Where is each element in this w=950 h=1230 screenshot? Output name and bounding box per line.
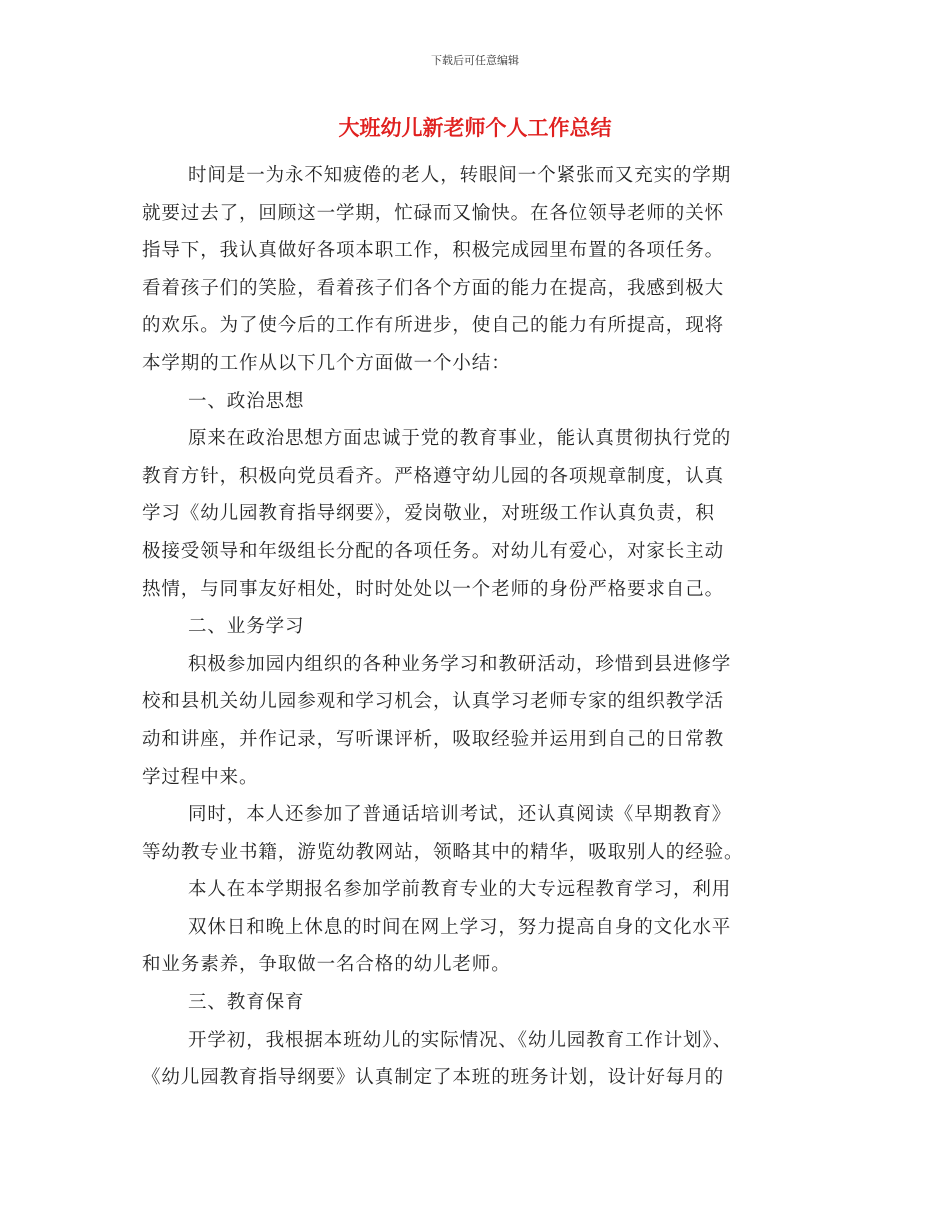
text-line: 极接受领导和年级组长分配的各项任务。对幼儿有爱心，对家长主动 bbox=[142, 540, 725, 562]
document-title: 大班幼儿新老师个人工作总结 bbox=[338, 116, 612, 140]
text-line: 的欢乐。为了使今后的工作有所进步，使自己的能力有所提高，现将 bbox=[142, 315, 725, 337]
text-line: 积极参加园内组织的各种业务学习和教研活动，珍惜到县进修学 bbox=[188, 653, 732, 675]
text-line: 一、政治思想 bbox=[188, 390, 305, 412]
text-line: 本学期的工作从以下几个方面做一个小结： bbox=[142, 352, 511, 374]
text-line: 《幼儿园教育指导纲要》认真制定了本班的班务计划，设计好每月的 bbox=[142, 1067, 725, 1089]
text-line: 学过程中来。 bbox=[142, 766, 259, 788]
text-line: 动和讲座，并作记录，写听课评析，吸取经验并运用到自己的日常教 bbox=[142, 728, 725, 750]
text-line: 热情，与同事友好相处，时时处处以一个老师的身份严格要求自己。 bbox=[142, 578, 725, 600]
text-line: 二、业务学习 bbox=[188, 616, 305, 638]
text-line: 就要过去了，回顾这一学期，忙碌而又愉快。在各位领导老师的关怀 bbox=[142, 202, 725, 224]
text-line: 本人在本学期报名参加学前教育专业的大专远程教育学习，利用 bbox=[188, 879, 732, 901]
text-line: 时间是一为永不知疲倦的老人，转眼间一个紧张而又充实的学期 bbox=[188, 165, 732, 186]
text-line: 校和县机关幼儿园参观和学习机会，认真学习老师专家的组织教学活 bbox=[142, 691, 725, 713]
text-line: 看着孩子们的笑脸，看着孩子们各个方面的能力在提高，我感到极大 bbox=[142, 277, 725, 299]
header-note: 下载后可任意编辑 bbox=[431, 54, 519, 67]
text-line: 等幼教专业书籍，游览幼教网站，领略其中的精华，吸取别人的经验。 bbox=[142, 841, 744, 863]
text-line: 双休日和晚上休息的时间在网上学习，努力提高自身的文化水平 bbox=[188, 916, 732, 938]
document-body bbox=[142, 157, 810, 1097]
text-line: 学习《幼儿园教育指导纲要》，爱岗敬业，对班级工作认真负责，积 bbox=[142, 503, 715, 525]
text-line: 同时，本人还参加了普通话培训考试，还认真阅读《早期教育》 bbox=[188, 804, 732, 826]
text-line: 指导下，我认真做好各项本职工作，积极完成园里布置的各项任务。 bbox=[142, 240, 725, 262]
text-line: 原来在政治思想方面忠诚于党的教育事业，能认真贯彻执行党的 bbox=[188, 428, 732, 450]
text-line: 开学初，我根据本班幼儿的实际情况、《幼儿园教育工作计划》、 bbox=[188, 1029, 733, 1051]
text-line: 教育方针，积极向党员看齐。严格遵守幼儿园的各项规章制度，认真 bbox=[142, 465, 725, 487]
text-line: 和业务素养，争取做一名合格的幼儿老师。 bbox=[142, 954, 511, 976]
text-line: 三、教育保育 bbox=[188, 992, 305, 1014]
